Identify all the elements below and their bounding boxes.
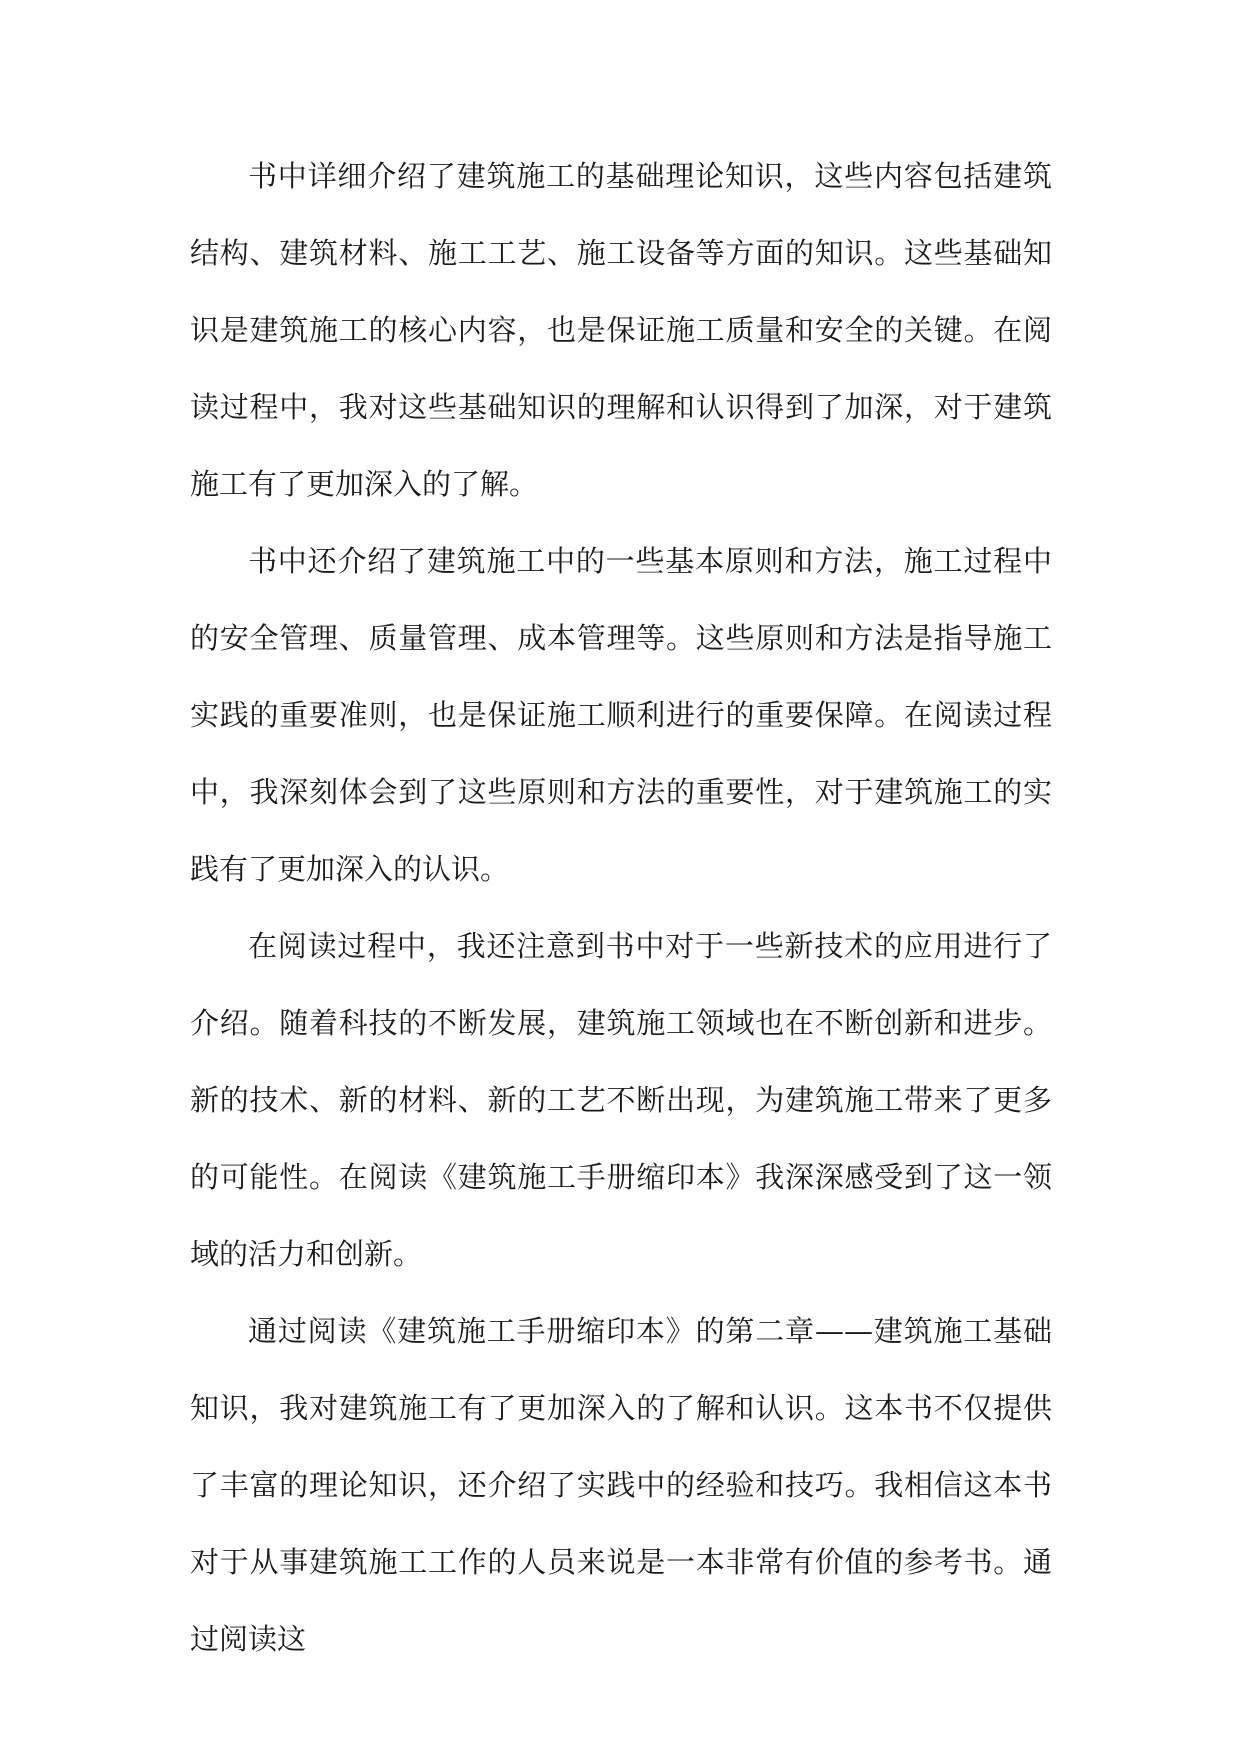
paragraph-2: 书中还介绍了建筑施工中的一些基本原则和方法，施工过程中的安全管理、质量管理、成本管理等。这些原则和方法是指导施工实践的重要准则，也是保证施工顺利进行的重要保障。在阅读过程中，我深刻体会到了这些原则和方法的重要性，对于建筑施工的实践有了更加深入的认识。 (190, 544, 1052, 886)
paragraph-4: 通过阅读《建筑施工手册缩印本》的第二章——建筑施工基础知识，我对建筑施工有了更加深入的了解和认识。这本书不仅提供了丰富的理论知识，还介绍了实践中的经验和技巧。我相信这本书对于从事建筑施工工作的人员来说是一本非常有价值的参考书。通过阅读这 (190, 1314, 1052, 1656)
paragraph-1: 书中详细介绍了建筑施工的基础理论知识，这些内容包括建筑结构、建筑材料、施工工艺、施工设备等方面的知识。这些基础知识是建筑施工的核心内容，也是保证施工质量和安全的关键。在阅读过程中，我对这些基础知识的理解和认识得到了加深，对于建筑施工有了更加深入的了解。 (190, 159, 1052, 501)
paragraph-3: 在阅读过程中，我还注意到书中对于一些新技术的应用进行了介绍。随着科技的不断发展，建筑施工领域也在不断创新和进步。新的技术、新的材料、新的工艺不断出现，为建筑施工带来了更多的可能性。在阅读《建筑施工手册缩印本》我深深感受到了这一领域的活力和创新。 (190, 929, 1052, 1271)
document-body (190, 138, 1052, 1678)
